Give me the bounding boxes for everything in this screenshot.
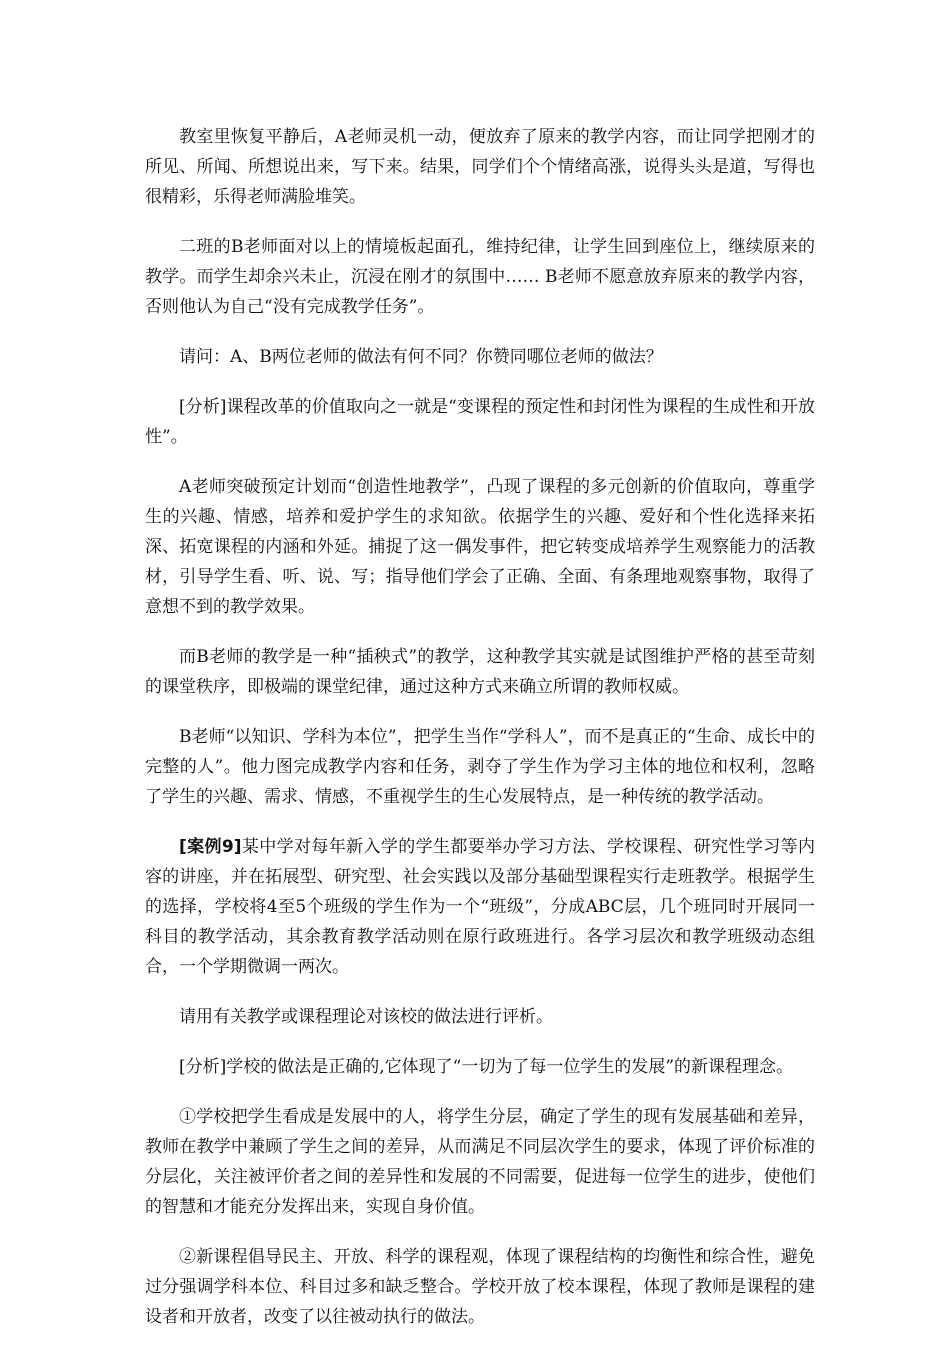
paragraph-b-teacher-response: 二班的B老师面对以上的情境板起面孔，维持纪律，让学生回到座位上，继续原来的教学。而学生却余兴未止，沉浸在刚才的氛围中…… B老师不愿意放弃原来的教学内容，否则他认为自己“没有完成教学任务”。: [145, 237, 815, 317]
case9-paragraph: [145, 832, 815, 982]
case9-label: [案例9]: [179, 837, 242, 857]
case9-text: 某中学对每年新入学的学生都要举办学习方法、学校课程、研究性学习等内容的讲座，并在拓展型、研究型、社会实践以及部分基础型课程实行走班教学。根据学生的选择，学校将4至5个班级的学生作为一个“班级”，分成ABC层，几个班同时开展同一科目的教学活动，其余教育教学活动则在原行政班进行。各学习层次和教学班级动态组合，一个学期微调一两次。: [145, 837, 816, 977]
document-body: [145, 122, 815, 1352]
analysis-paragraph: [分析]课程改革的价值取向之一就是“变课程的预定性和封闭性为课程的生成性和开放性”。: [145, 397, 815, 447]
b-teacher-analysis-paragraph: 而B老师的教学是一种“插秧式”的教学，这种教学其实就是试图维护严格的甚至苛刻的课堂秩序，即极端的课堂纪律，通过这种方式来确立所谓的教师权威。: [145, 647, 815, 697]
case9-question-paragraph: 请用有关教学或课程理论对该校的做法进行评析。: [179, 1007, 553, 1027]
case9-point2-paragraph: ②新课程倡导民主、开放、科学的课程观，体现了课程结构的均衡性和综合性，避免过分强调学科本位、科目过多和缺乏整合。学校开放了校本课程，体现了教师是课程的建设者和开放者，改变了以往被动执行的做法。: [145, 1247, 815, 1327]
a-teacher-analysis-paragraph: A老师突破预定计划而“创造性地教学”，凸现了课程的多元创新的价值取向，尊重学生的兴趣、情感，培养和爱护学生的求知欲。依据学生的兴趣、爱好和个性化选择来拓深、拓宽课程的内涵和外延。捕捉了这一偶发事件，把它转变成培养学生观察能力的活教材，引导学生看、听、说、写；指导他们学会了正确、全面、有条理地观察事物，取得了意想不到的教学效果。: [145, 477, 815, 617]
case9-analysis-paragraph: [分析]学校的做法是正确的,它体现了“一切为了每一位学生的发展”的新课程理念。: [179, 1057, 794, 1077]
case9-point1-paragraph: ①学校把学生看成是发展中的人，将学生分层，确定了学生的现有发展基础和差异，教师在教学中兼顾了学生之间的差异，从而满足不同层次学生的要求，体现了评价标准的分层化，关注被评价者之间的差异性和发展的不同需要，促进每一位学生的进步，使他们的智慧和才能充分发挥出来，实现自身价值。: [145, 1107, 815, 1217]
question-paragraph: 请问：A、B两位老师的做法有何不同？你赞同哪位老师的做法？: [179, 347, 663, 367]
paragraph-a-teacher-response: 教室里恢复平静后，A老师灵机一动，便放弃了原来的教学内容，而让同学把刚才的所见、所闻、所想说出来，写下来。结果，同学们个个情绪高涨，说得头头是道，写得也很精彩，乐得老师满脸堆笑。: [145, 127, 815, 207]
b-teacher-critique-paragraph: B老师“以知识、学科为本位”，把学生当作“学科人”，而不是真正的“生命、成长中的完整的人”。他力图完成教学内容和任务，剥夺了学生作为学习主体的地位和权利，忽略了学生的兴趣、需求、情感，不重视学生的生心发展特点，是一种传统的教学活动。: [145, 727, 815, 807]
